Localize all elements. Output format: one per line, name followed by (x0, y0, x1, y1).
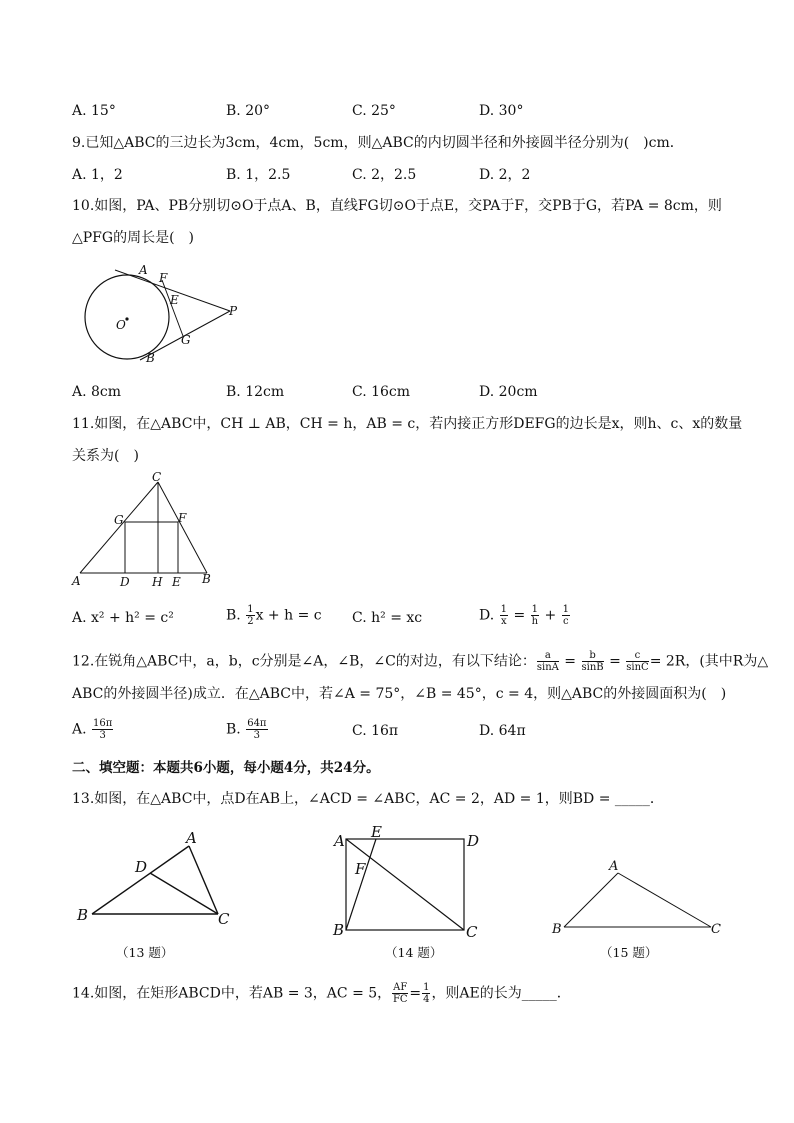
q11-option-b-letter: B. (226, 607, 241, 624)
q12-frac-a-den: sinA (536, 662, 559, 673)
q10-label-o: O (116, 318, 126, 332)
q10-label-e: E (170, 293, 179, 307)
q10-option-a: A. 8cm (72, 384, 122, 400)
q9-option-a: A. 1，2 (72, 167, 123, 183)
q14-label-a: A (334, 832, 345, 850)
q11-d-frac-c (562, 604, 570, 627)
q13-figure (74, 826, 244, 936)
q14-frac-1-4 (422, 982, 430, 1005)
q11-d-frac-x-num: 1 (500, 604, 508, 615)
q11-label-b: B (202, 572, 211, 586)
q12-b-num: 64π (247, 718, 267, 729)
q15-figure (548, 853, 728, 939)
q14-stem-part-a: 14.如图，在矩形ABCD中，若AB = 3，AC = 5， (72, 985, 392, 1002)
q14-figure (332, 822, 488, 940)
q8-option-c: C. 25° (352, 103, 396, 119)
q13-label-b: B (77, 906, 89, 924)
q11-label-f: F (178, 511, 187, 525)
q12-frac-c-den: sinC (626, 662, 649, 673)
q14-frac2-den: 4 (423, 994, 430, 1005)
q11-d-frac-c-num: 1 (562, 604, 570, 615)
q12-stem-part-a: 12.在锐角△ABC中，a，b，c分别是∠A，∠B，∠C的对边，有以下结论： (72, 653, 536, 670)
q14-stem (72, 982, 571, 1005)
q8-option-b: B. 20° (226, 103, 271, 119)
q12-frac-a (537, 650, 559, 673)
q11-b-frac-num: 1 (247, 604, 254, 615)
q15-side-ab (564, 873, 618, 927)
q11-d-frac-c-den: c (563, 616, 569, 627)
q14-frac2-num: 1 (423, 982, 430, 993)
q11-option-b (226, 604, 322, 627)
q10-figure (80, 260, 250, 370)
q11-label-d: D (120, 575, 130, 589)
q11-label-h: H (152, 575, 163, 589)
q11-square-defg (125, 522, 178, 573)
q13-label-d: D (135, 858, 148, 876)
q11-option-b-rest: x + h = c (255, 607, 322, 624)
q14-segment-be (346, 839, 376, 930)
q11-option-a: A. x² + h² = c² (72, 610, 174, 626)
q14-caption: （14 题） (385, 945, 443, 960)
q10-tangent-fg (162, 280, 183, 336)
q10-option-d: D. 20cm (479, 384, 538, 400)
q11-option-c: C. h² = xc (352, 610, 423, 626)
q9-stem: 9.已知△ABC的三边长为3cm，4cm，5cm，则△ABC的内切圆半径和外接圆半径分别为( )cm． (72, 135, 684, 151)
q15-label-c: C (711, 922, 721, 937)
q12-a-num: 16π (93, 718, 113, 729)
q13-side-ac (189, 846, 218, 914)
q10-label-b: B (146, 351, 155, 365)
q11-stem-line2: 关系为( ) (72, 448, 139, 464)
q13-side-ab (92, 846, 189, 914)
q12-stem-line1: 12.在锐角△ABC中，a，b，c分别是∠A，∠B，∠C的对边，有以下结论： $\frac{a}{\sin A}$ = $\frac{b}{\sin B}$ = $\frac{c}{\sin C}$ = 2R，(其中R为△ (72, 650, 769, 673)
q10-stem-line1: 10.如图，PA、PB分别切⊙O于点A、B，直线FG切⊙O于点E，交PA于F，交PB于G，若PA = 8cm，则 (72, 198, 722, 214)
q14-stem-part-b: ，则AE的长为_____． (431, 985, 571, 1002)
q12-option-a-fraction (92, 718, 113, 741)
q14-frac-af-fc (392, 982, 408, 1005)
q14-label-b: B (333, 921, 345, 939)
q15-side-ac (618, 873, 711, 927)
q14-label-c: C (466, 923, 478, 940)
q13-label-a: A (186, 829, 197, 847)
q9-option-c: C. 2，2.5 (352, 167, 417, 183)
q11-d-frac-h (531, 604, 539, 627)
q14-label-d: D (467, 832, 480, 850)
q8-option-d: D. 30° (479, 103, 524, 119)
q12-frac-b-den: sinB (581, 662, 604, 673)
q13-label-c: C (218, 910, 230, 928)
q11-label-a: A (72, 574, 81, 588)
q9-option-d: D. 2，2 (479, 167, 531, 183)
q11-label-e: E (172, 575, 181, 589)
q10-option-b: B. 12cm (226, 384, 285, 400)
q9-option-b: B. 1，2.5 (226, 167, 291, 183)
q12-b-den: 3 (253, 730, 261, 741)
q11-label-c: C (152, 472, 162, 484)
q14-eq: = (409, 985, 422, 1002)
q14-frac-num: AF (393, 982, 408, 993)
q11-option-b-fraction (246, 604, 254, 627)
q8-option-a: A. 15° (72, 103, 116, 119)
q13-stem: 13.如图，在△ABC中，点D在AB上，∠ACD = ∠ABC，AC = 2，AD = 1，则BD = _____． (72, 791, 664, 807)
q12-frac-a-num: a (537, 650, 559, 662)
section-2-heading: 二、填空题：本题共6小题，每小题4分，共24分。 (72, 760, 380, 776)
q12-frac-b-num: b (582, 650, 604, 662)
q12-frac-c (626, 650, 648, 673)
q12-option-b-fraction (246, 718, 267, 741)
q11-b-frac-den: 2 (247, 616, 254, 627)
q13-caption: （13 题） (116, 945, 174, 960)
q12-option-d: D. 64π (479, 723, 526, 739)
q15-label-a: A (609, 859, 619, 874)
q15-label-b: B (552, 922, 562, 937)
q11-option-d-letter: D. (479, 607, 495, 624)
q12-frac-c-num: c (626, 650, 648, 662)
q13-segment-dc (150, 873, 218, 914)
q12-stem-line2: ABC的外接圆半径)成立．在△ABC中，若∠A = 75°，∠B = 45°，c = 4，则△ABC的外接圆面积为( ) (72, 686, 727, 702)
q10-center-dot (125, 317, 128, 320)
q10-label-a: A (139, 263, 148, 277)
q15-caption: （15 题） (600, 945, 658, 960)
q11-d-frac-h-den: h (531, 616, 539, 627)
q11-stem-line1: 11.如图，在△ABC中，CH ⊥ AB，CH = h，AB = c，若内接正方形DEFG的边长是x，则h、c、x的数量 (72, 416, 743, 432)
q11-side-bc (158, 482, 207, 573)
q10-circle-o (85, 275, 169, 359)
q12-stem-part-b: = 2R，(其中R为△ (649, 653, 769, 670)
q14-frac-den: FC (392, 994, 408, 1005)
q10-label-p: P (229, 304, 238, 318)
q14-diagonal-ac (346, 839, 464, 930)
q11-side-ac (80, 482, 158, 573)
q10-option-c: C. 16cm (352, 384, 411, 400)
q12-frac-b (582, 650, 604, 673)
q12-option-a: A. $\frac{16\pi}{3}$ (72, 718, 113, 741)
q11-figure (68, 472, 218, 592)
q11-d-frac-h-num: 1 (531, 604, 539, 615)
q14-label-f: F (355, 860, 366, 878)
q12-option-b: B. $\frac{64\pi}{3}$ (226, 718, 267, 741)
q12-a-den: 3 (99, 730, 106, 741)
q10-stem-line2: △PFG的周长是( ) (72, 230, 195, 246)
q11-d-frac-x-den: x (501, 616, 507, 627)
q14-label-e: E (371, 823, 382, 841)
q11-option-d: D. $\frac{1}{x}$ = $\frac{1}{h}$ + $\frac{1}{c}$ (479, 604, 570, 627)
q12-option-c: C. 16π (352, 723, 399, 739)
q11-label-g: G (114, 513, 124, 527)
q10-label-f: F (159, 271, 168, 285)
q10-label-g: G (181, 333, 191, 347)
q11-d-frac-x (500, 604, 508, 627)
